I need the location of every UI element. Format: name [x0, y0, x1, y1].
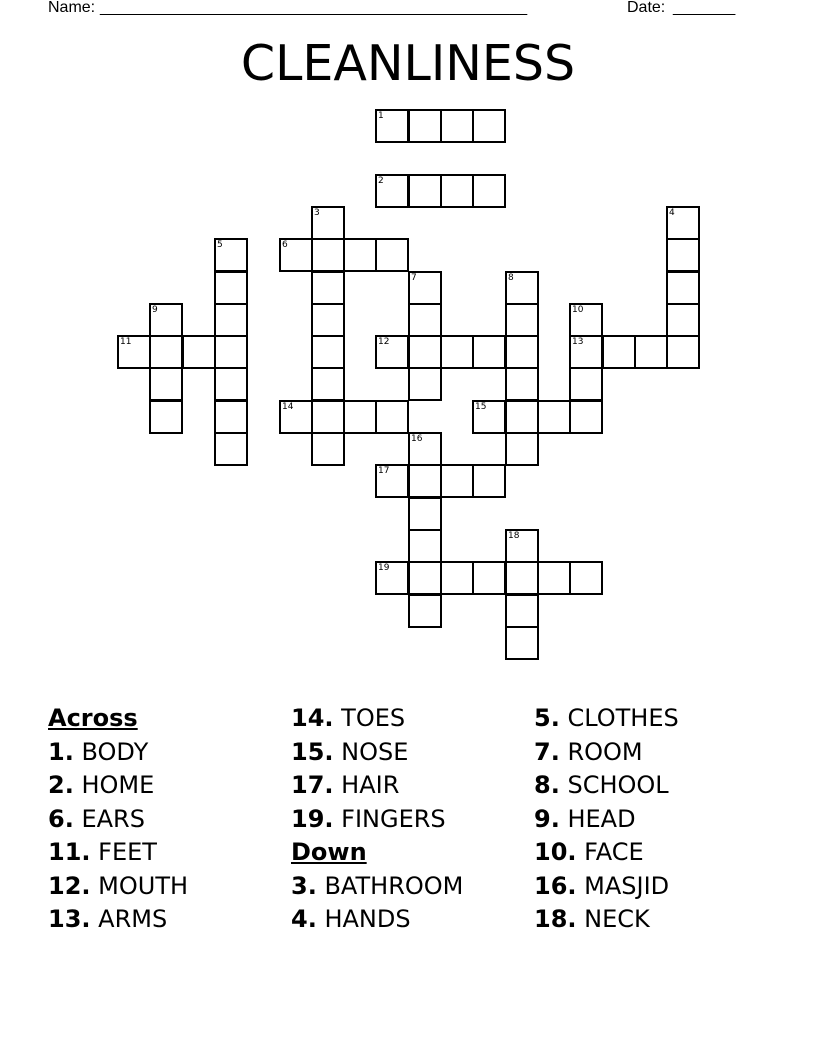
clue-number: 13.: [48, 905, 91, 933]
cell-number: 11: [120, 337, 132, 347]
crossword-cell[interactable]: [375, 464, 409, 498]
crossword-cell[interactable]: [214, 400, 248, 434]
crossword-cell[interactable]: [505, 432, 539, 466]
across-heading: Across: [48, 704, 138, 732]
clue-down: [534, 870, 679, 904]
clue-text: SCHOOL: [567, 771, 669, 799]
crossword-cell[interactable]: [440, 464, 474, 498]
clue-across: [291, 702, 463, 736]
crossword-cell[interactable]: [569, 400, 603, 434]
clue-number: 19.: [291, 804, 334, 833]
crossword-cell[interactable]: [311, 367, 345, 401]
clue-down: [534, 836, 679, 870]
crossword-cell[interactable]: [440, 335, 474, 369]
clue-text: ROOM: [567, 737, 643, 766]
clue-number: 12.: [48, 871, 91, 900]
clue-number: 6.: [48, 804, 74, 833]
clue-text: EARS: [81, 804, 145, 833]
crossword-cell[interactable]: [214, 367, 248, 401]
crossword-cell[interactable]: [408, 464, 442, 498]
clue-across: [48, 836, 188, 870]
clue-down: [534, 903, 679, 937]
crossword-cell[interactable]: [440, 561, 474, 595]
clue-down: [534, 736, 679, 770]
crossword-cell[interactable]: [311, 303, 345, 337]
clue-text: HAIR: [341, 771, 400, 799]
clue-across: [291, 736, 463, 770]
cell-number: 9: [152, 305, 158, 315]
crossword-cell[interactable]: [375, 400, 409, 434]
cell-number: 15: [475, 402, 487, 412]
crossword-cell[interactable]: [505, 626, 539, 660]
date-label: Date:: [627, 0, 666, 16]
clue-number: 17.: [291, 771, 334, 799]
cell-number: 19: [378, 563, 390, 573]
crossword-cell[interactable]: [408, 335, 442, 369]
clue-number: 8.: [534, 771, 560, 799]
clues-column-2: [291, 702, 463, 937]
crossword-cell[interactable]: [472, 335, 506, 369]
clue-number: 10.: [534, 838, 577, 866]
clue-text: BATHROOM: [324, 871, 464, 900]
cell-number: 8: [508, 273, 514, 283]
clues-column-3: [534, 702, 679, 937]
clue-text: NOSE: [341, 737, 409, 766]
crossword-cell[interactable]: [311, 335, 345, 369]
clue-text: HANDS: [324, 905, 411, 933]
crossword-cell[interactable]: [117, 335, 151, 369]
crossword-cell[interactable]: [279, 400, 313, 434]
crossword-cell[interactable]: [505, 594, 539, 628]
date-line: _______: [673, 0, 736, 16]
crossword-cell[interactable]: [408, 271, 442, 305]
crossword-cell[interactable]: [666, 271, 700, 305]
cell-number: 7: [411, 273, 417, 283]
crossword-cell[interactable]: [214, 432, 248, 466]
clue-across: [48, 903, 188, 937]
crossword-cell[interactable]: [408, 561, 442, 595]
crossword-cell[interactable]: [472, 400, 506, 434]
crossword-cell[interactable]: [279, 238, 313, 272]
crossword-cell[interactable]: [149, 335, 183, 369]
crossword-cell[interactable]: [408, 497, 442, 531]
crossword-cell[interactable]: [149, 367, 183, 401]
crossword-cell[interactable]: [408, 303, 442, 337]
crossword-cell[interactable]: [505, 400, 539, 434]
clue-text: CLOTHES: [567, 704, 679, 732]
cell-number: 14: [282, 402, 294, 412]
crossword-cell[interactable]: [440, 174, 474, 208]
crossword-cell[interactable]: [505, 303, 539, 337]
crossword-cell[interactable]: [214, 238, 248, 272]
crossword-cell[interactable]: [343, 400, 377, 434]
clue-number: 3.: [291, 871, 317, 900]
crossword-cell[interactable]: [408, 529, 442, 563]
crossword-cell[interactable]: [343, 238, 377, 272]
crossword-cell[interactable]: [311, 432, 345, 466]
cell-number: 6: [282, 240, 288, 250]
clue-text: MASJID: [584, 871, 670, 900]
clue-down: [291, 870, 463, 904]
clue-down: [534, 769, 679, 803]
crossword-cell[interactable]: [505, 529, 539, 563]
clue-number: 18.: [534, 905, 577, 933]
crossword-cell[interactable]: [569, 335, 603, 369]
clue-number: 1.: [48, 737, 74, 766]
crossword-cell[interactable]: [569, 561, 603, 595]
down-heading: Down: [291, 838, 367, 866]
clue-across: [291, 769, 463, 803]
clue-text: TOES: [341, 704, 406, 732]
crossword-cell[interactable]: [214, 303, 248, 337]
clue-number: 14.: [291, 704, 334, 732]
clue-across: [48, 870, 188, 904]
clue-down: [534, 803, 679, 837]
crossword-cell[interactable]: [505, 561, 539, 595]
crossword-cell[interactable]: [537, 561, 571, 595]
crossword-cell[interactable]: [666, 206, 700, 240]
clue-across: [48, 803, 188, 837]
crossword-cell[interactable]: [472, 561, 506, 595]
crossword-cell[interactable]: [375, 561, 409, 595]
crossword-cell[interactable]: [311, 271, 345, 305]
crossword-cell[interactable]: [569, 367, 603, 401]
clue-down: [291, 903, 463, 937]
crossword-cell[interactable]: [408, 367, 442, 401]
clue-text: HOME: [81, 771, 155, 799]
cell-number: 2: [378, 176, 384, 186]
clue-number: 16.: [534, 871, 577, 900]
clue-text: FACE: [584, 838, 644, 866]
crossword-cell[interactable]: [569, 303, 603, 337]
clue-number: 7.: [534, 737, 560, 766]
crossword-cell[interactable]: [311, 206, 345, 240]
clue-text: FEET: [98, 838, 157, 866]
cell-number: 17: [378, 466, 390, 476]
crossword-cell[interactable]: [375, 238, 409, 272]
clue-text: MOUTH: [98, 871, 189, 900]
clue-text: ARMS: [98, 905, 168, 933]
crossword-cell[interactable]: [472, 464, 506, 498]
cell-number: 1: [378, 111, 384, 121]
cell-number: 4: [669, 208, 675, 218]
crossword-cell[interactable]: [375, 335, 409, 369]
clue-text: BODY: [81, 737, 149, 766]
clue-number: 4.: [291, 905, 317, 933]
name-line: ________________________________________________: [100, 0, 528, 16]
crossword-cell[interactable]: [182, 335, 216, 369]
crossword-cell[interactable]: [472, 174, 506, 208]
crossword-cell[interactable]: [666, 335, 700, 369]
crossword-cell[interactable]: [214, 271, 248, 305]
clue-number: 15.: [291, 737, 334, 766]
name-label: Name:: [48, 0, 96, 16]
crossword-cell[interactable]: [505, 367, 539, 401]
clue-down: [534, 702, 679, 736]
clue-across: [48, 769, 188, 803]
cell-number: 16: [411, 434, 423, 444]
clues-column-1: [48, 702, 188, 937]
crossword-cell[interactable]: [311, 238, 345, 272]
crossword-cell[interactable]: [440, 109, 474, 143]
clue-number: 5.: [534, 704, 560, 732]
crossword-cell[interactable]: [408, 594, 442, 628]
crossword-cell[interactable]: [666, 303, 700, 337]
crossword-cell[interactable]: [375, 109, 409, 143]
crossword-cell[interactable]: [149, 303, 183, 337]
clue-text: FINGERS: [341, 804, 446, 833]
cell-number: 5: [217, 240, 223, 250]
cell-number: 3: [314, 208, 320, 218]
cell-number: 10: [572, 305, 584, 315]
clue-number: 11.: [48, 838, 91, 866]
crossword-cell[interactable]: [214, 335, 248, 369]
clue-number: 2.: [48, 771, 74, 799]
crossword-cell[interactable]: [408, 432, 442, 466]
clue-across: [48, 736, 188, 770]
crossword-cell[interactable]: [311, 400, 345, 434]
crossword-cell[interactable]: [666, 238, 700, 272]
clue-text: NECK: [584, 905, 650, 933]
cell-number: 12: [378, 337, 390, 347]
crossword-cell[interactable]: [537, 400, 571, 434]
clue-across: [291, 803, 463, 837]
crossword-cell[interactable]: [505, 271, 539, 305]
crossword-cell[interactable]: [375, 174, 409, 208]
crossword-cell[interactable]: [149, 400, 183, 434]
puzzle-title: CLEANLINESS: [240, 35, 576, 92]
clue-number: 9.: [534, 804, 560, 833]
crossword-cell[interactable]: [472, 109, 506, 143]
crossword-cell[interactable]: [408, 174, 442, 208]
clue-text: HEAD: [567, 804, 636, 833]
cell-number: 18: [508, 531, 520, 541]
crossword-cell[interactable]: [505, 335, 539, 369]
crossword-cell[interactable]: [602, 335, 636, 369]
crossword-cell[interactable]: [408, 109, 442, 143]
cell-number: 13: [572, 337, 584, 347]
crossword-cell[interactable]: [634, 335, 668, 369]
